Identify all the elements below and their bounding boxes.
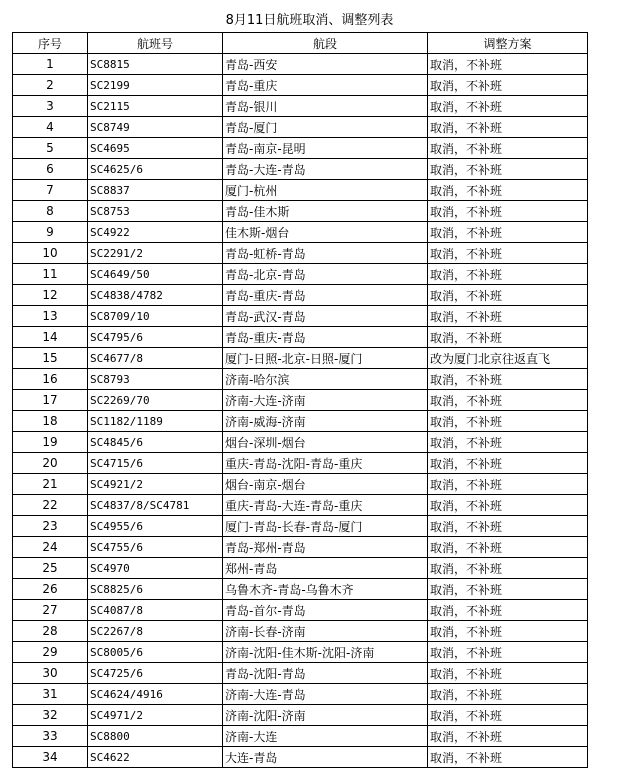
cell-flight-no: SC2291/2 — [88, 243, 223, 264]
cell-route: 重庆-青岛-大连-青岛-重庆 — [223, 495, 428, 516]
table-row — [13, 264, 588, 285]
cell-route: 厦门-杭州 — [223, 180, 428, 201]
cell-plan: 取消，不补班 — [428, 495, 588, 516]
cell-flight-no: SC8749 — [88, 117, 223, 138]
table-row — [13, 75, 588, 96]
table-row — [13, 411, 588, 432]
table-row — [13, 663, 588, 684]
cell-seq: 24 — [13, 537, 88, 558]
cell-plan: 取消，不补班 — [428, 159, 588, 180]
cell-plan: 改为厦门北京往返直飞 — [428, 348, 588, 369]
cell-seq: 4 — [13, 117, 88, 138]
cell-seq: 30 — [13, 663, 88, 684]
sheet-title: 8月11日航班取消、调整列表 — [225, 13, 394, 28]
cell-route: 青岛-北京-青岛 — [223, 264, 428, 285]
cell-route: 青岛-大连-青岛 — [223, 159, 428, 180]
cell-seq: 11 — [13, 264, 88, 285]
table-row — [13, 222, 588, 243]
cell-seq: 29 — [13, 642, 88, 663]
cell-flight-no: SC8800 — [88, 726, 223, 747]
header-route: 航段 — [223, 33, 428, 54]
cell-route: 青岛-首尔-青岛 — [223, 600, 428, 621]
table-row — [13, 159, 588, 180]
table-row — [13, 474, 588, 495]
cell-seq: 21 — [13, 474, 88, 495]
table-row — [13, 390, 588, 411]
cell-route: 青岛-南京-昆明 — [223, 138, 428, 159]
table-row — [13, 579, 588, 600]
cell-seq: 25 — [13, 558, 88, 579]
cell-route: 青岛-重庆 — [223, 75, 428, 96]
cell-flight-no: SC1182/1189 — [88, 411, 223, 432]
cell-seq: 18 — [13, 411, 88, 432]
cell-seq: 17 — [13, 390, 88, 411]
cell-plan: 取消，不补班 — [428, 432, 588, 453]
table-row — [13, 642, 588, 663]
cell-flight-no: SC4845/6 — [88, 432, 223, 453]
cell-seq: 8 — [13, 201, 88, 222]
cell-route: 济南-大连 — [223, 726, 428, 747]
cell-seq: 2 — [13, 75, 88, 96]
cell-plan: 取消，不补班 — [428, 579, 588, 600]
cell-seq: 12 — [13, 285, 88, 306]
flight-table — [12, 32, 588, 768]
table-row — [13, 201, 588, 222]
cell-seq: 22 — [13, 495, 88, 516]
cell-flight-no: SC8837 — [88, 180, 223, 201]
cell-plan: 取消，不补班 — [428, 621, 588, 642]
table-row — [13, 516, 588, 537]
cell-seq: 28 — [13, 621, 88, 642]
cell-flight-no: SC8825/6 — [88, 579, 223, 600]
cell-flight-no: SC4695 — [88, 138, 223, 159]
cell-seq: 5 — [13, 138, 88, 159]
cell-flight-no: SC2199 — [88, 75, 223, 96]
cell-route: 青岛-厦门 — [223, 117, 428, 138]
cell-route: 郑州-青岛 — [223, 558, 428, 579]
cell-plan: 取消，不补班 — [428, 411, 588, 432]
cell-flight-no: SC4625/6 — [88, 159, 223, 180]
cell-flight-no: SC4971/2 — [88, 705, 223, 726]
cell-route: 青岛-佳木斯 — [223, 201, 428, 222]
cell-route: 济南-沈阳-佳木斯-沈阳-济南 — [223, 642, 428, 663]
cell-plan: 取消，不补班 — [428, 117, 588, 138]
table-row — [13, 327, 588, 348]
cell-plan: 取消，不补班 — [428, 558, 588, 579]
cell-route: 厦门-日照-北京-日照-厦门 — [223, 348, 428, 369]
cell-plan: 取消，不补班 — [428, 243, 588, 264]
cell-plan: 取消，不补班 — [428, 537, 588, 558]
cell-seq: 13 — [13, 306, 88, 327]
cell-seq: 32 — [13, 705, 88, 726]
cell-plan: 取消，不补班 — [428, 705, 588, 726]
cell-plan: 取消，不补班 — [428, 663, 588, 684]
cell-flight-no: SC8005/6 — [88, 642, 223, 663]
cell-flight-no: SC8753 — [88, 201, 223, 222]
header-row — [13, 33, 588, 54]
cell-flight-no: SC4725/6 — [88, 663, 223, 684]
cell-route: 青岛-武汉-青岛 — [223, 306, 428, 327]
cell-seq: 20 — [13, 453, 88, 474]
cell-seq: 6 — [13, 159, 88, 180]
cell-route: 烟台-南京-烟台 — [223, 474, 428, 495]
cell-plan: 取消，不补班 — [428, 516, 588, 537]
cell-plan: 取消，不补班 — [428, 726, 588, 747]
table-row — [13, 243, 588, 264]
cell-seq: 23 — [13, 516, 88, 537]
cell-route: 济南-威海-济南 — [223, 411, 428, 432]
cell-plan: 取消，不补班 — [428, 75, 588, 96]
cell-flight-no: SC4087/8 — [88, 600, 223, 621]
cell-plan: 取消，不补班 — [428, 600, 588, 621]
table-row — [13, 705, 588, 726]
cell-route: 济南-沈阳-济南 — [223, 705, 428, 726]
cell-seq: 16 — [13, 369, 88, 390]
cell-route: 青岛-沈阳-青岛 — [223, 663, 428, 684]
cell-route: 济南-大连-济南 — [223, 390, 428, 411]
cell-flight-no: SC4715/6 — [88, 453, 223, 474]
cell-flight-no: SC4755/6 — [88, 537, 223, 558]
cell-seq: 3 — [13, 96, 88, 117]
table-row — [13, 747, 588, 768]
cell-seq: 7 — [13, 180, 88, 201]
cell-seq: 1 — [13, 54, 88, 75]
cell-flight-no: SC4649/50 — [88, 264, 223, 285]
cell-seq: 19 — [13, 432, 88, 453]
cell-flight-no: SC4838/4782 — [88, 285, 223, 306]
table-row — [13, 369, 588, 390]
cell-flight-no: SC8793 — [88, 369, 223, 390]
table-row — [13, 537, 588, 558]
cell-route: 重庆-青岛-沈阳-青岛-重庆 — [223, 453, 428, 474]
cell-plan: 取消，不补班 — [428, 453, 588, 474]
cell-route: 青岛-郑州-青岛 — [223, 537, 428, 558]
header-flight-no: 航班号 — [88, 33, 223, 54]
cell-flight-no: SC4622 — [88, 747, 223, 768]
cell-seq: 31 — [13, 684, 88, 705]
cell-route: 济南-哈尔滨 — [223, 369, 428, 390]
table-row — [13, 558, 588, 579]
cell-flight-no: SC2115 — [88, 96, 223, 117]
cell-plan: 取消，不补班 — [428, 747, 588, 768]
cell-plan: 取消，不补班 — [428, 264, 588, 285]
cell-seq: 34 — [13, 747, 88, 768]
cell-route: 济南-长春-济南 — [223, 621, 428, 642]
table-row — [13, 117, 588, 138]
cell-plan: 取消，不补班 — [428, 180, 588, 201]
cell-plan: 取消，不补班 — [428, 474, 588, 495]
header-plan: 调整方案 — [428, 33, 588, 54]
cell-plan: 取消，不补班 — [428, 222, 588, 243]
cell-seq: 10 — [13, 243, 88, 264]
cell-route: 青岛-虹桥-青岛 — [223, 243, 428, 264]
cell-plan: 取消，不补班 — [428, 684, 588, 705]
table-row — [13, 726, 588, 747]
table-body — [13, 54, 588, 768]
cell-plan: 取消，不补班 — [428, 327, 588, 348]
cell-plan: 取消，不补班 — [428, 96, 588, 117]
table-row — [13, 285, 588, 306]
cell-plan: 取消，不补班 — [428, 390, 588, 411]
table-row — [13, 138, 588, 159]
cell-seq: 33 — [13, 726, 88, 747]
cell-flight-no: SC4922 — [88, 222, 223, 243]
cell-seq: 14 — [13, 327, 88, 348]
cell-route: 青岛-重庆-青岛 — [223, 285, 428, 306]
cell-flight-no: SC4624/4916 — [88, 684, 223, 705]
cell-flight-no: SC8709/10 — [88, 306, 223, 327]
cell-flight-no: SC4677/8 — [88, 348, 223, 369]
table-row — [13, 600, 588, 621]
cell-route: 济南-大连-青岛 — [223, 684, 428, 705]
cell-route: 乌鲁木齐-青岛-乌鲁木齐 — [223, 579, 428, 600]
table-row — [13, 54, 588, 75]
cell-flight-no: SC2267/8 — [88, 621, 223, 642]
cell-flight-no: SC2269/70 — [88, 390, 223, 411]
cell-seq: 9 — [13, 222, 88, 243]
cell-route: 青岛-重庆-青岛 — [223, 327, 428, 348]
cell-route: 青岛-西安 — [223, 54, 428, 75]
cell-route: 青岛-银川 — [223, 96, 428, 117]
cell-flight-no: SC4955/6 — [88, 516, 223, 537]
cell-flight-no: SC4837/8/SC4781 — [88, 495, 223, 516]
header-seq: 序号 — [13, 33, 88, 54]
table-row — [13, 306, 588, 327]
cell-plan: 取消，不补班 — [428, 306, 588, 327]
cell-plan: 取消，不补班 — [428, 201, 588, 222]
cell-plan: 取消，不补班 — [428, 369, 588, 390]
cell-route: 烟台-深圳-烟台 — [223, 432, 428, 453]
cell-route: 佳木斯-烟台 — [223, 222, 428, 243]
cell-route: 厦门-青岛-长春-青岛-厦门 — [223, 516, 428, 537]
cell-flight-no: SC8815 — [88, 54, 223, 75]
cell-plan: 取消，不补班 — [428, 642, 588, 663]
table-row — [13, 495, 588, 516]
cell-plan: 取消，不补班 — [428, 54, 588, 75]
table-row — [13, 684, 588, 705]
cell-seq: 27 — [13, 600, 88, 621]
cell-plan: 取消，不补班 — [428, 138, 588, 159]
cell-seq: 26 — [13, 579, 88, 600]
cell-seq: 15 — [13, 348, 88, 369]
table-row — [13, 621, 588, 642]
cell-flight-no: SC4970 — [88, 558, 223, 579]
table-row — [13, 432, 588, 453]
table-row — [13, 453, 588, 474]
table-row — [13, 348, 588, 369]
cell-route: 大连-青岛 — [223, 747, 428, 768]
table-row — [13, 96, 588, 117]
cell-flight-no: SC4795/6 — [88, 327, 223, 348]
cell-flight-no: SC4921/2 — [88, 474, 223, 495]
table-row — [13, 180, 588, 201]
cell-plan: 取消，不补班 — [428, 285, 588, 306]
